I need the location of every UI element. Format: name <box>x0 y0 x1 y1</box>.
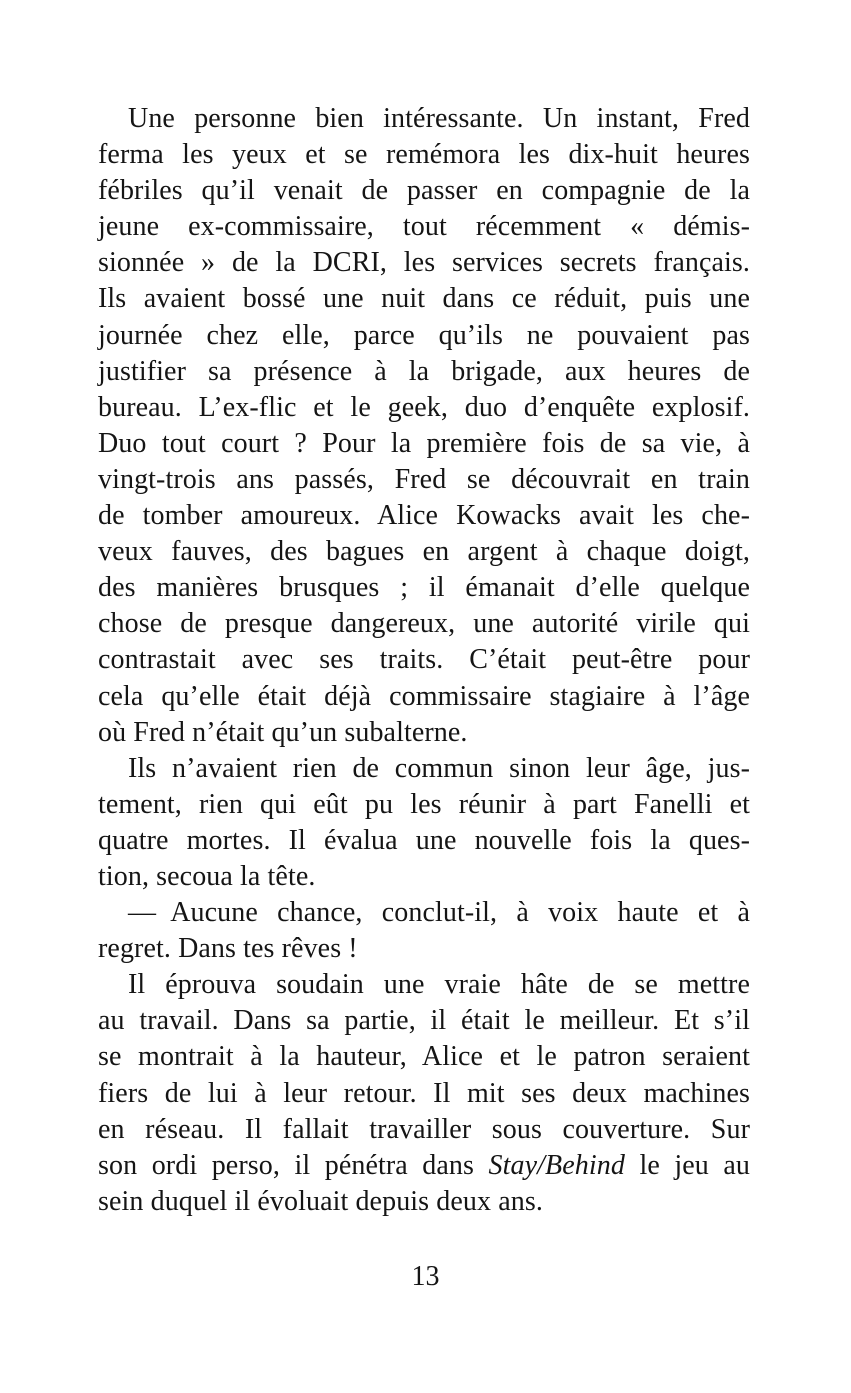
text-segment: bureau. L’ex-flic et le geek, duo d’enquête explosif. <box>98 391 750 423</box>
text-line <box>98 1148 750 1184</box>
text-line <box>98 859 750 895</box>
text-line <box>98 534 750 570</box>
text-line <box>98 318 750 354</box>
text-line <box>98 1039 750 1075</box>
text-segment: Ils avaient bossé une nuit dans ce réduit, puis une <box>98 283 750 315</box>
text-segment: au travail. Dans sa partie, il était le meilleur. Et s’il <box>98 1005 750 1037</box>
text-segment: des manières brusques ; il émanait d’elle quelque <box>98 572 750 604</box>
text-line <box>98 173 750 209</box>
text-segment: veux fauves, des bagues en argent à chaque doigt, <box>98 536 750 568</box>
text-segment: tement, rien qui eût pu les réunir à part Fanelli et <box>98 788 750 820</box>
text-segment: chose de presque dangereux, une autorité virile qui <box>98 608 750 640</box>
text-segment: cela qu’elle était déjà commissaire stagiaire à l’âge <box>98 680 750 712</box>
text-line <box>98 462 750 498</box>
text-segment: regret. Dans tes rêves ! <box>98 933 358 965</box>
text-line <box>98 1112 750 1148</box>
page-number: 13 <box>411 1261 440 1292</box>
text-line <box>98 1003 750 1039</box>
text-segment: justifier sa présence à la brigade, aux heures de <box>98 355 750 387</box>
text-line <box>98 715 750 751</box>
italic-text: Stay/Behind <box>488 1149 625 1181</box>
text-line <box>98 245 750 281</box>
text-line <box>98 426 750 462</box>
text-line <box>98 679 750 715</box>
text-segment: Ils n’avaient rien de commun sinon leur âge, jus- <box>128 752 750 784</box>
text-segment: se montrait à la hauteur, Alice et le patron seraient <box>98 1041 750 1073</box>
text-segment: — Aucune chance, conclut-il, à voix haute et à <box>128 897 750 929</box>
text-line <box>98 642 750 678</box>
text-segment: journée chez elle, parce qu’ils ne pouvaient pas <box>98 319 750 351</box>
text-segment: où Fred n’était qu’un subalterne. <box>98 716 468 748</box>
text-segment: le jeu au <box>624 1149 751 1181</box>
text-segment: sionnée » de la DCRI, les services secrets français. <box>98 247 750 279</box>
text-segment: ferma les yeux et se remémora les dix-huit heures <box>98 139 750 171</box>
text-segment: Il éprouva soudain une vraie hâte de se mettre <box>128 969 750 1001</box>
text-line <box>98 498 750 534</box>
text-line <box>98 606 750 642</box>
text-line <box>98 101 750 137</box>
text-segment: vingt-trois ans passés, Fred se découvrait en train <box>98 463 750 495</box>
text-line <box>98 570 750 606</box>
text-segment: Duo tout court ? Pour la première fois de sa vie, à <box>98 427 750 459</box>
text-line <box>98 931 750 967</box>
text-line <box>98 1076 750 1112</box>
text-line <box>98 895 750 931</box>
text-segment: jeune ex-commissaire, tout récemment « démis- <box>98 211 750 243</box>
text-line <box>98 137 750 173</box>
text-line <box>98 1184 750 1220</box>
text-segment: sein duquel il évoluait depuis deux ans. <box>98 1185 543 1217</box>
text-segment: contrastait avec ses traits. C’était peut-être pour <box>98 644 750 676</box>
text-segment: en réseau. Il fallait travailler sous couverture. Sur <box>98 1113 750 1145</box>
text-line <box>98 354 750 390</box>
text-segment: de tomber amoureux. Alice Kowacks avait les che- <box>98 500 750 532</box>
text-segment: quatre mortes. Il évalua une nouvelle fois la ques- <box>98 824 750 856</box>
text-segment: fébriles qu’il venait de passer en compagnie de la <box>98 175 750 207</box>
text-segment: Une personne bien intéressante. Un instant, Fred <box>128 103 750 134</box>
text-line <box>98 281 750 317</box>
text-line <box>98 967 750 1003</box>
text-segment: son ordi perso, il pénétra dans <box>98 1149 489 1181</box>
text-line <box>98 751 750 787</box>
text-block <box>98 101 750 1220</box>
text-line <box>98 787 750 823</box>
text-line <box>98 390 750 426</box>
text-segment: fiers de lui à leur retour. Il mit ses deux machines <box>98 1077 750 1109</box>
text-line <box>98 823 750 859</box>
text-segment: tion, secoua la tête. <box>98 860 316 892</box>
text-line <box>98 209 750 245</box>
